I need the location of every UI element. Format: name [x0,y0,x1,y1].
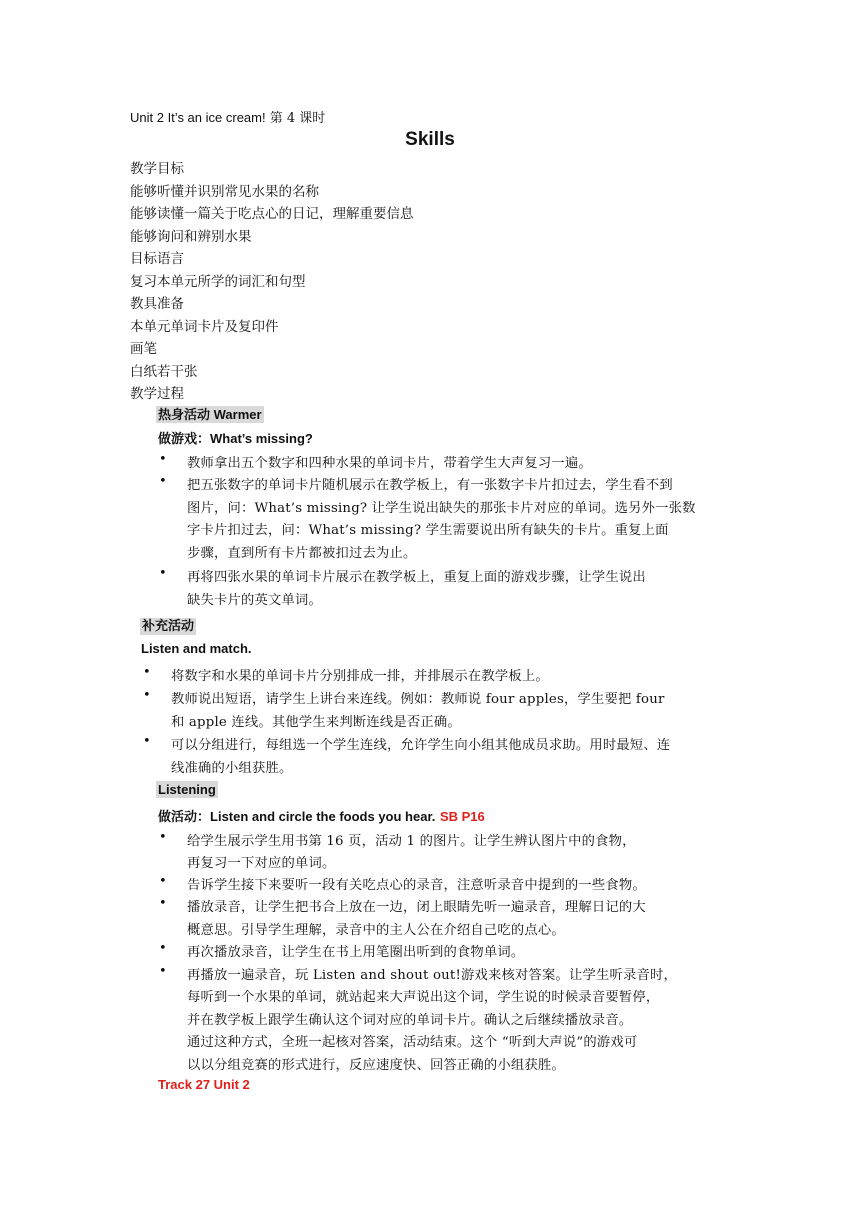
bullet-dot: • [159,474,167,489]
extra-heading: 补充活动 [142,619,195,634]
unit-header [130,107,325,126]
listening-subheading-en: Listen and circle the foods you hear. [210,809,436,824]
list-item-line: 通过这种方式，全班一起核对答案，活动结束。这个 “听到大声说”的游戏可 [187,1035,638,1050]
bullet-dot: • [143,665,151,680]
listening-subheading-cn: 做活动： [158,810,211,825]
list-item-line: 步骤，直到所有卡片都被扣过去为止。 [187,546,417,561]
warmer-heading: 热身活动 Warmer [158,407,262,422]
listening-heading: Listening [158,782,216,797]
warmer-subheading-en: What’s missing? [210,431,313,446]
list-item-line: 概意思。引导学生理解，录音中的主人公在介绍自己吃的点心。 [187,923,565,938]
warmer-subheading-cn: 做游戏： [158,432,211,447]
list-item-line: 将数字和水果的单词卡片分别排成一排，并排展示在教学板上。 [171,669,549,684]
bullet-dot: • [159,896,167,911]
intro-line: 白纸若干张 [130,364,198,380]
bullet-dot: • [159,830,167,845]
intro-line: 画笔 [130,341,157,357]
list-item-line: 再复习一下对应的单词。 [187,856,336,871]
intro-line: 教学目标 [130,161,184,177]
list-item-line: 缺失卡片的英文单词。 [187,593,322,608]
list-item-line: 再次播放录音，让学生在书上用笔圈出听到的食物单词。 [187,945,525,960]
intro-line: 能够询问和辨别水果 [130,229,252,245]
list-item-line: 把五张数字的单词卡片随机展示在教学板上，有一张数字卡片扣过去，学生看不到 [187,478,673,493]
list-item-line: 和 apple 连线。其他学生来判断连线是否正确。 [171,715,461,730]
list-item-line: 教师拿出五个数字和四种水果的单词卡片，带着学生大声复习一遍。 [187,456,592,471]
intro-line: 目标语言 [130,251,184,267]
list-item-line: 可以分组进行，每组选一个学生连线，允许学生向小组其他成员求助。用时最短、连 [171,738,671,753]
bullet-dot: • [159,874,167,889]
sb-reference: SB P16 [439,809,485,824]
bullet-dot: • [159,964,167,979]
bullet-dot: • [143,734,151,749]
list-item-line: 每听到一个水果的单词，就站起来大声说出这个词，学生说的时候录音要暂停， [187,990,660,1005]
list-item-line: 播放录音，让学生把书合上放在一边，闭上眼睛先听一遍录音，理解日记的大 [187,900,646,915]
list-item-line: 再播放一遍录音，玩 Listen and shout out!游戏来核对答案。让学生听录音时， [187,968,677,983]
extra-subheading: Listen and match. [141,641,252,656]
intro-line: 复习本单元所学的词汇和句型 [130,274,306,290]
intro-line: 教具准备 [130,296,184,312]
list-item-line: 线准确的小组获胜。 [171,761,293,776]
intro-line: 本单元单词卡片及复印件 [130,319,279,335]
bullet-dot: • [159,566,167,581]
list-item-line: 图片，问：What’s missing? 让学生说出缺失的那张卡片对应的单词。选另外一张数 [187,501,696,516]
page-title: Skills [405,129,455,150]
intro-line: 教学过程 [130,386,184,402]
listening-subheading [158,806,485,825]
list-item-line: 并在教学板上跟学生确认这个词对应的单词卡片。确认之后继续播放录音。 [187,1013,633,1028]
list-item-line: 字卡片扣过去，问：What’s missing? 学生需要说出所有缺失的卡片。重复上面 [187,523,669,538]
track-reference: Track 27 Unit 2 [158,1077,250,1092]
list-item-line: 告诉学生接下来要听一段有关吃点心的录音，注意听录音中提到的一些食物。 [187,878,646,893]
list-item-line: 再将四张水果的单词卡片展示在教学板上，重复上面的游戏步骤，让学生说出 [187,570,646,585]
list-item-line: 以以分组竞赛的形式进行，反应速度快、回答正确的小组获胜。 [187,1058,565,1073]
list-item-line: 给学生展示学生用书第 16 页，活动 1 的图片。让学生辨认图片中的食物， [187,834,636,849]
bullet-dot: • [143,688,151,703]
unit-title: Unit 2 It’s an ice cream! [130,110,266,125]
bullet-dot: • [159,452,167,467]
bullet-dot: • [159,941,167,956]
warmer-subheading [158,428,313,447]
lesson-number: 第 4 课时 [269,111,326,126]
intro-line: 能够听懂并识别常见水果的名称 [130,184,319,200]
intro-line: 能够读懂一篇关于吃点心的日记，理解重要信息 [130,206,414,222]
list-item-line: 教师说出短语，请学生上讲台来连线。例如：教师说 four apples，学生要把 four [171,692,665,707]
